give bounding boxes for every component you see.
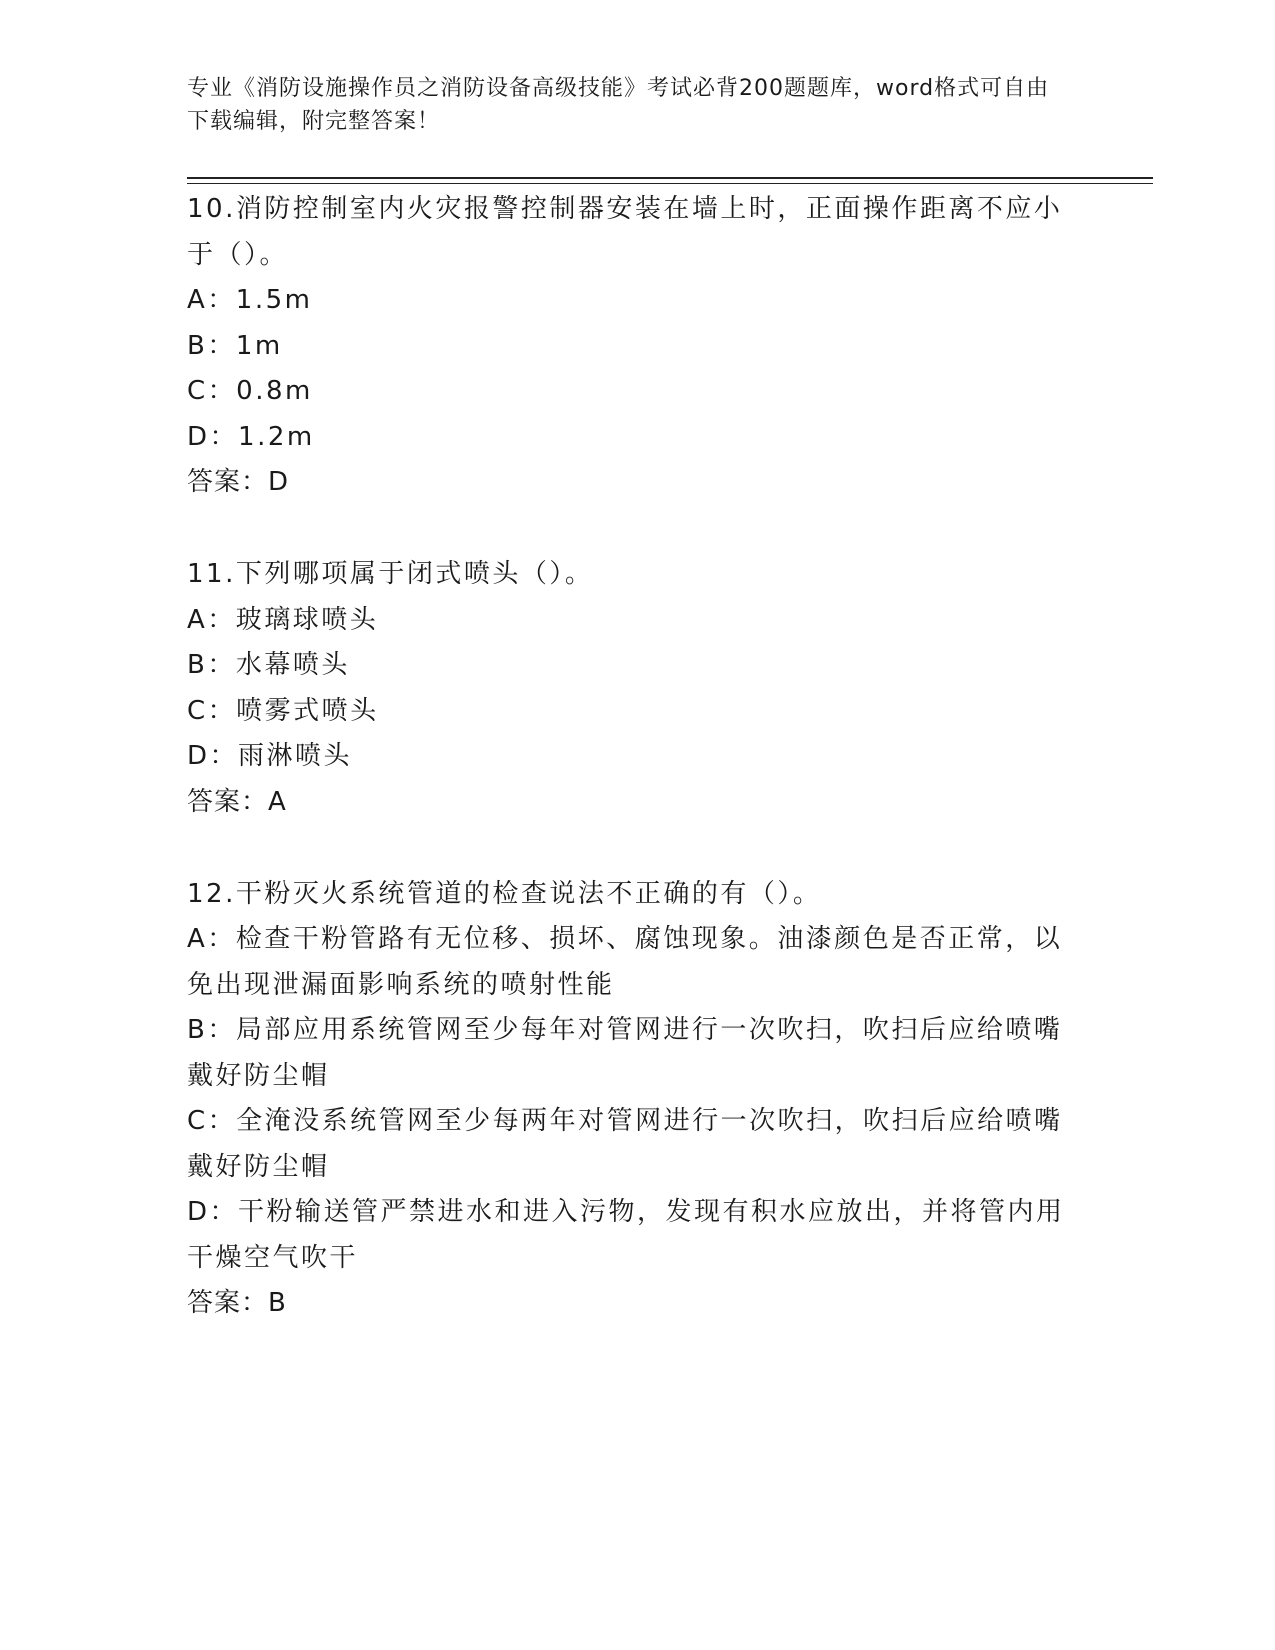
header-divider-thick: [187, 177, 1153, 179]
option-d: D：干粉输送管严禁进水和进入污物，发现有积水应放出，并将管内用干燥空气吹干: [187, 1197, 1065, 1273]
question-list: [187, 187, 1077, 1326]
option-a: A：玻璃球喷头: [187, 604, 379, 635]
header-divider-thin: [187, 183, 1153, 184]
option-c: C：全淹没系统管网至少每两年对管网进行一次吹扫，吹扫后应给喷嘴戴好防尘帽: [187, 1106, 1063, 1182]
question-11: [187, 552, 1077, 825]
option-d: D：1.2m: [187, 421, 315, 452]
question-stem: 12.干粉灭火系统管道的检查说法不正确的有（）。: [187, 878, 822, 909]
question-stem: 10.消防控制室内火灾报警控制器安装在墙上时，正面操作距离不应小于（）。: [187, 194, 1063, 270]
answer-line: 答案：D: [187, 467, 290, 497]
option-b: B：局部应用系统管网至少每年对管网进行一次吹扫，吹扫后应给喷嘴戴好防尘帽: [187, 1015, 1063, 1091]
answer-line: 答案：B: [187, 1288, 287, 1318]
question-10: [187, 187, 1077, 505]
option-c: C：0.8m: [187, 376, 313, 406]
answer-line: 答案：A: [187, 786, 287, 817]
option-b: B：水幕喷头: [187, 650, 350, 680]
option-d: D：雨淋喷头: [187, 741, 353, 771]
option-a: A：1.5m: [187, 285, 313, 315]
document-header: 专业《消防设施操作员之消防设备高级技能》考试必背200题题库，word格式可自由下载编辑，附完整答案！: [187, 76, 1050, 134]
option-c: C：喷雾式喷头: [187, 695, 379, 726]
question-stem: 11.下列哪项属于闭式喷头（）。: [187, 559, 594, 589]
question-spacer: [187, 825, 1077, 872]
question-12: [187, 872, 1077, 1327]
option-b: B：1m: [187, 330, 283, 361]
question-spacer: [187, 505, 1077, 552]
option-a: A：检查干粉管路有无位移、损坏、腐蚀现象。油漆颜色是否正常，以免出现泄漏面影响系统的喷射性能: [187, 924, 1063, 1000]
